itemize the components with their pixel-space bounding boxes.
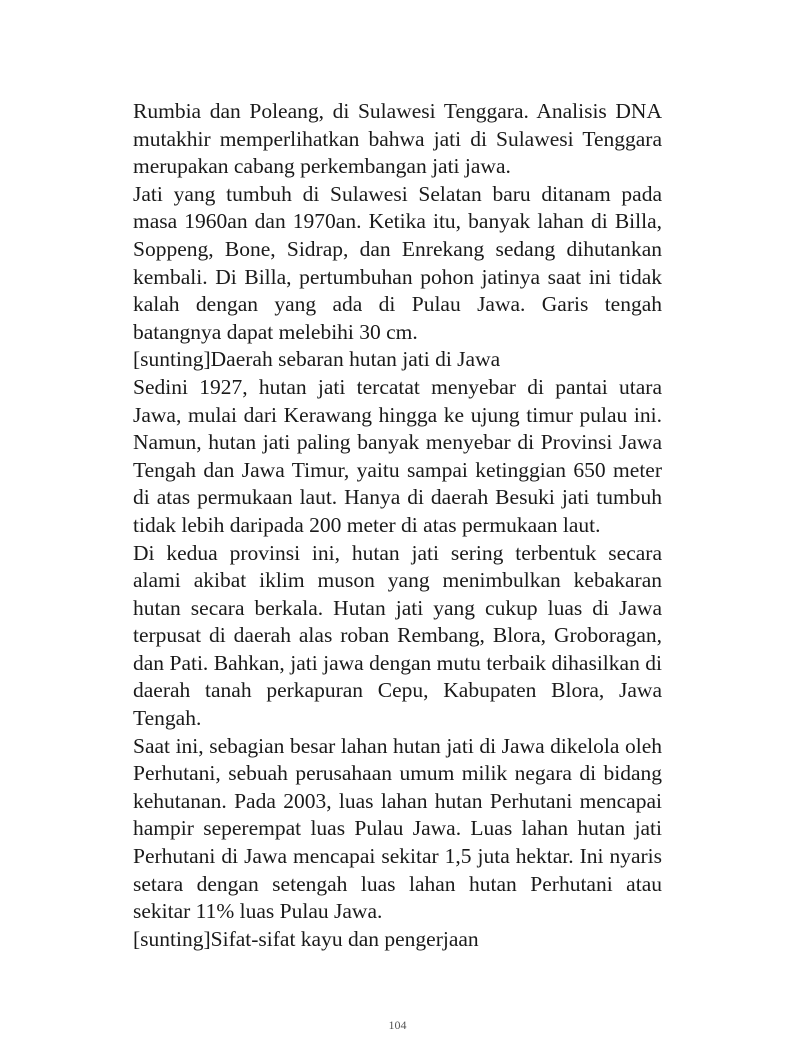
page-number: 104 — [388, 1018, 407, 1032]
paragraph-rumbia-dna: Rumbia dan Poleang, di Sulawesi Tenggara. Analisis DNA mutakhir memperlihatkan bahwa jati di Sulawesi Tenggara merupakan cabang perkembangan jati jawa. — [133, 99, 662, 179]
paragraph-kedua-provinsi: Di kedua provinsi ini, hutan jati sering terbentuk secara alami akibat iklim muson yang menimbulkan kebakaran hutan secara berkala. Hutan jati yang cukup luas di Jawa terpusat di daerah alas roban Rembang, Blora, Groboragan, dan Pati. Bahkan, jati jawa dengan mutu terbaik dihasilkan di daerah tanah perkapuran Cepu, Kabupaten Blora, Jawa Tengah. — [133, 540, 662, 731]
section-heading-daerah-sebaran: [sunting]Daerah sebaran hutan jati di Jawa — [133, 347, 501, 372]
paragraph-perhutani: Saat ini, sebagian besar lahan hutan jati di Jawa dikelola oleh Perhutani, sebuah perusahaan umum milik negara di bidang kehutanan. Pada 2003, luas lahan hutan Perhutani mencapai hampir seperempat luas Pulau Jawa. Luas lahan hutan jati Perhutani di Jawa mencapai sekitar 1,5 juta hektar. Ini nyaris setara dengan setengah luas lahan hutan Perhutani atau sekitar 11% luas Pulau Jawa. — [133, 733, 662, 924]
paragraph-sulawesi-selatan: Jati yang tumbuh di Sulawesi Selatan baru ditanam pada masa 1960an dan 1970an. Ketika itu, banyak lahan di Billa, Soppeng, Bone, Sidrap, dan Enrekang sedang dihutankan kembali. Di Billa, pertumbuhan pohon jatinya saat ini tidak kalah dengan yang ada di Pulau Jawa. Garis tengah batangnya dapat melebihi 30 cm. — [133, 181, 662, 344]
page-body — [133, 98, 662, 953]
paragraph-sedini-1927: Sedini 1927, hutan jati tercatat menyebar di pantai utara Jawa, mulai dari Kerawang hingga ke ujung timur pulau ini. Namun, hutan jati paling banyak menyebar di Provinsi Jawa Tengah dan Jawa Timur, yaitu sampai ketinggian 650 meter di atas permukaan laut. Hanya di daerah Besuki jati tumbuh tidak lebih daripada 200 meter di atas permukaan laut. — [133, 374, 662, 537]
section-heading-sifat-kayu: [sunting]Sifat-sifat kayu dan pengerjaan — [133, 926, 479, 951]
